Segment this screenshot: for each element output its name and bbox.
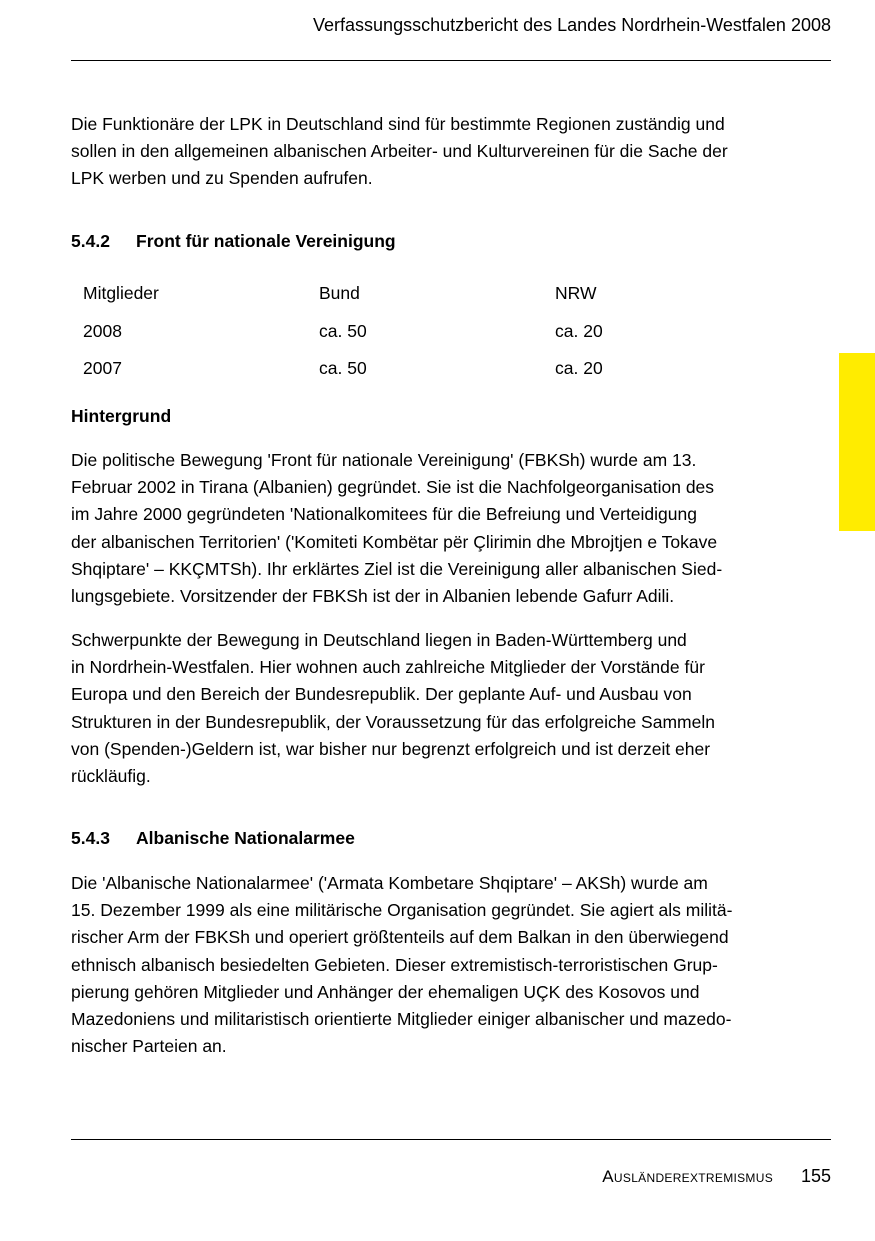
aksh-paragraph bbox=[71, 870, 791, 1060]
section-title: Albanische Nationalarmee bbox=[136, 828, 355, 848]
column-header: Bund bbox=[319, 283, 360, 303]
running-header-title: Verfassungsschutzbericht des Landes Nordrhein-Westfalen 2008 bbox=[313, 15, 831, 35]
table-cell: 2008 bbox=[83, 320, 122, 341]
text-line: rückläufig. bbox=[71, 766, 151, 787]
text-line: in Nordrhein-Westfalen. Hier wohnen auch zahlreiche Mitglieder der Vorstände für bbox=[71, 657, 705, 678]
text-line: sollen in den allgemeinen albanischen Arbeiter- und Kulturvereinen für die Sache der bbox=[71, 141, 728, 162]
column-header: Mitglieder bbox=[83, 283, 159, 303]
section-number: 5.4.2 bbox=[71, 231, 110, 251]
table-cell: 2007 bbox=[83, 358, 122, 378]
text-line: pierung gehören Mitglieder und Anhänger der ehemaligen UÇK des Kosovos und bbox=[71, 981, 700, 1002]
table-cell: ca. 20 bbox=[555, 320, 603, 341]
hintergrund-heading: Hintergrund bbox=[71, 406, 172, 426]
intro-paragraph bbox=[71, 111, 791, 193]
section-heading-5-4-2 bbox=[71, 229, 396, 253]
text-line: Die 'Albanische Nationalarmee' ('Armata Kombetare Shqiptare' – AKSh) wurde am bbox=[71, 873, 708, 893]
table-cell: ca. 50 bbox=[319, 358, 367, 378]
chapter-tab-marker bbox=[839, 353, 875, 531]
footer-rule bbox=[71, 1139, 831, 1140]
column-header: NRW bbox=[555, 283, 597, 303]
text-line: Europa und den Bereich der Bundesrepublik. Der geplante Auf- und Ausbau von bbox=[71, 684, 692, 705]
text-line: rischer Arm der FBKSh und operiert größtenteils auf dem Balkan in den überwiegend bbox=[71, 927, 729, 948]
text-line: Strukturen in der Bundesrepublik, der Voraussetzung für das erfolgreiche Sammeln bbox=[71, 711, 715, 732]
text-line: Schwerpunkte der Bewegung in Deutschland liegen in Baden-Württemberg und bbox=[71, 630, 687, 650]
schwerpunkte-paragraph bbox=[71, 627, 791, 790]
footer-section-title: Ausländerextremismus bbox=[602, 1167, 773, 1186]
text-line: Die Funktionäre der LPK in Deutschland sind für bestimmte Regionen zuständig und bbox=[71, 114, 725, 134]
text-line: von (Spenden-)Geldern ist, war bisher nur begrenzt erfolgreich und ist derzeit eher bbox=[71, 738, 711, 759]
fbksh-paragraph bbox=[71, 447, 791, 610]
text-line: im Jahre 2000 gegründeten 'Nationalkomitees für die Befreiung und Verteidigung bbox=[71, 504, 697, 525]
table-cell: ca. 50 bbox=[319, 320, 367, 341]
text-line: Die politische Bewegung 'Front für nationale Vereinigung' (FBKSh) wurde am 13. bbox=[71, 450, 697, 470]
text-line: nischer Parteien an. bbox=[71, 1036, 227, 1057]
text-line: ethnisch albanisch besiedelten Gebieten. Dieser extremistisch-terroristischen Grup- bbox=[71, 954, 718, 975]
section-number: 5.4.3 bbox=[71, 828, 110, 848]
text-line: lungsgebiete. Vorsitzender der FBKSh ist der in Albanien lebende Gafurr Adili. bbox=[71, 586, 675, 607]
section-title: Front für nationale Vereinigung bbox=[136, 231, 396, 251]
text-line: Februar 2002 in Tirana (Albanien) gegründet. Sie ist die Nachfolgeorganisation des bbox=[71, 477, 715, 498]
section-heading-5-4-3 bbox=[71, 826, 355, 850]
text-line: LPK werben und zu Spenden aufrufen. bbox=[71, 168, 373, 189]
table-cell: ca. 20 bbox=[555, 358, 603, 378]
text-line: der albanischen Territorien' ('Komiteti Kombëtar për Çlirimin dhe Mbrojtjen e Tokave bbox=[71, 531, 718, 552]
text-line: Shqiptare' – KKÇMTSh). Ihr erklärtes Ziel ist die Vereinigung aller albanischen Sied- bbox=[71, 558, 723, 579]
header-rule bbox=[71, 60, 831, 61]
text-line: 15. Dezember 1999 als eine militärische Organisation gegründet. Sie agiert als militä- bbox=[71, 900, 733, 921]
page-number: 155 bbox=[800, 1166, 831, 1186]
text-line: Mazedoniens und militaristisch orientierte Mitglieder einiger albanischer und mazedo- bbox=[71, 1009, 732, 1030]
